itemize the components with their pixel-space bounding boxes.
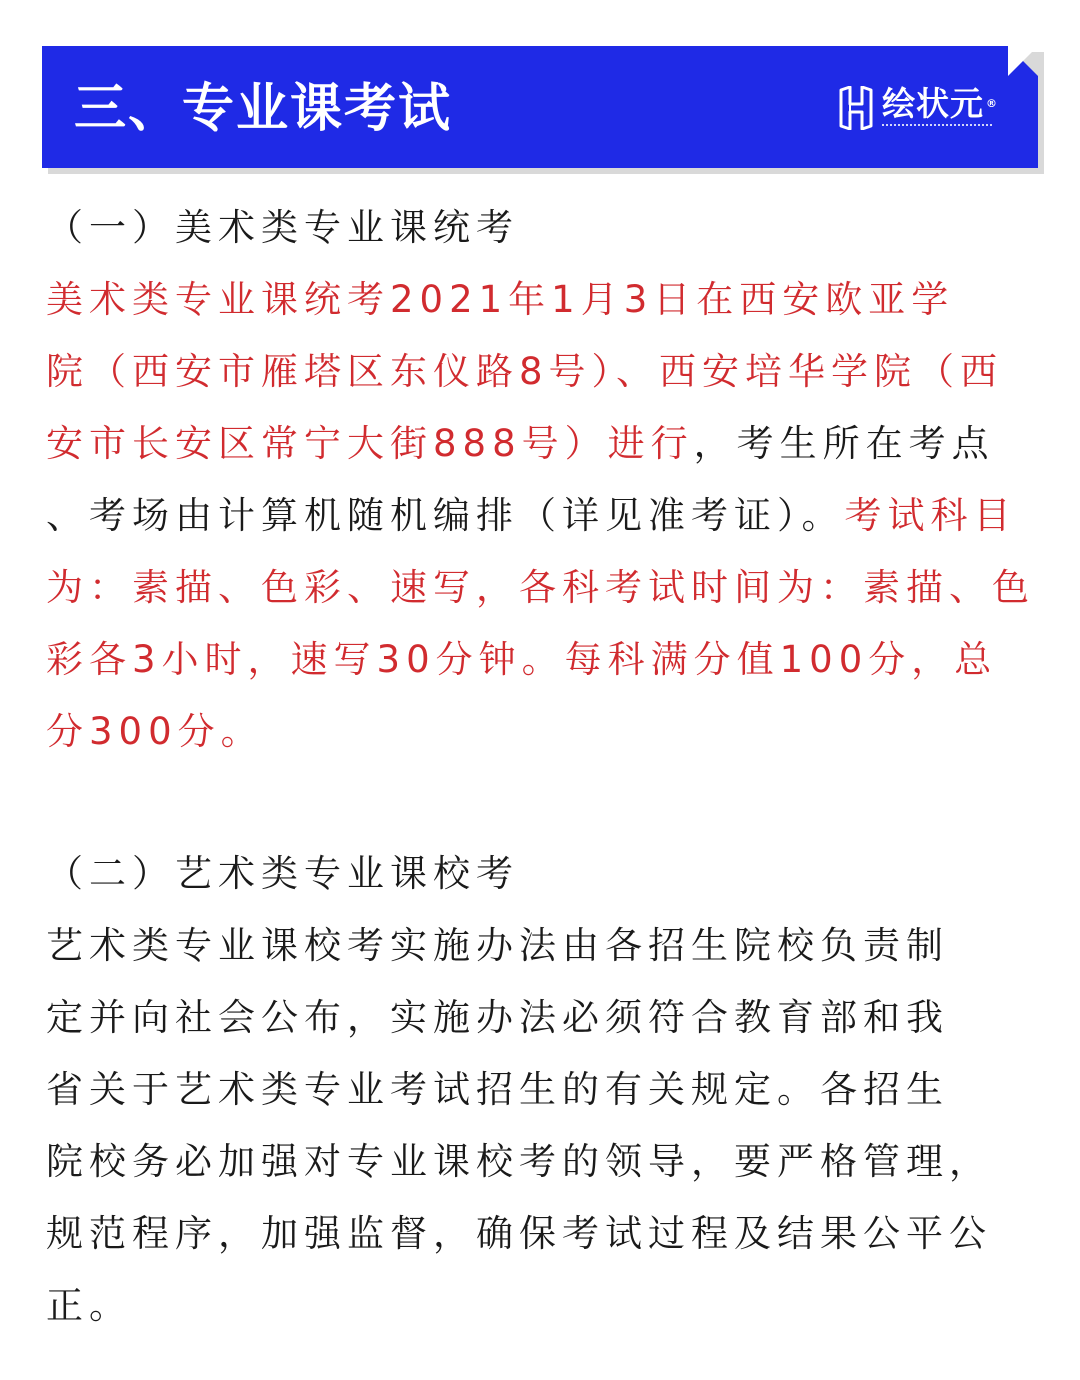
paragraph-line: 安市长安区常宁大街888号）进行，考生所在考点: [46, 422, 995, 465]
paragraph-line: 为：素描、色彩、速写，各科考试时间为：素描、色: [46, 566, 1035, 609]
brand-logo-group: [838, 82, 998, 134]
paragraph-line: 、考场由计算机随机编排（详见准考证）。考试科目: [46, 494, 1017, 537]
paragraph-line: 定并向社会公布，实施办法必须符合教育部和我: [46, 996, 949, 1039]
section-title: 三、专业课考试: [74, 79, 453, 139]
section-heading-2: （二）艺术类专业课校考: [46, 852, 519, 895]
paragraph-line: 院校务必加强对专业课校考的领导，要严格管理，: [46, 1140, 992, 1183]
banner-corner-fold: [1008, 46, 1038, 76]
section-heading-1: （一）美术类专业课统考: [46, 206, 519, 249]
paragraph-line: 彩各3小时，速写30分钟。每科满分值100分，总: [46, 638, 998, 681]
brand-name: 绘状元 ®: [882, 84, 998, 123]
paragraph-line: 艺术类专业课校考实施办法由各招生院校负责制: [46, 924, 949, 967]
paragraph-line: 分300分。: [46, 710, 264, 753]
h-monogram-icon: [838, 86, 874, 130]
paragraph-line: 规范程序，加强监督，确保考试过程及结果公平公: [46, 1212, 992, 1255]
paragraph-line: 正。: [46, 1284, 132, 1327]
paragraph-line: 省关于艺术类专业考试招生的有关规定。各招生: [46, 1068, 949, 1111]
brand-tagline-decoration: [882, 124, 992, 130]
paragraph-line: 美术类专业课统考2021年1月3日在西安欧亚学: [46, 278, 955, 321]
paragraph-line: 院（西安市雁塔区东仪路8号）、西安培华学院（西: [46, 350, 1004, 393]
registered-mark: ®: [986, 97, 998, 110]
